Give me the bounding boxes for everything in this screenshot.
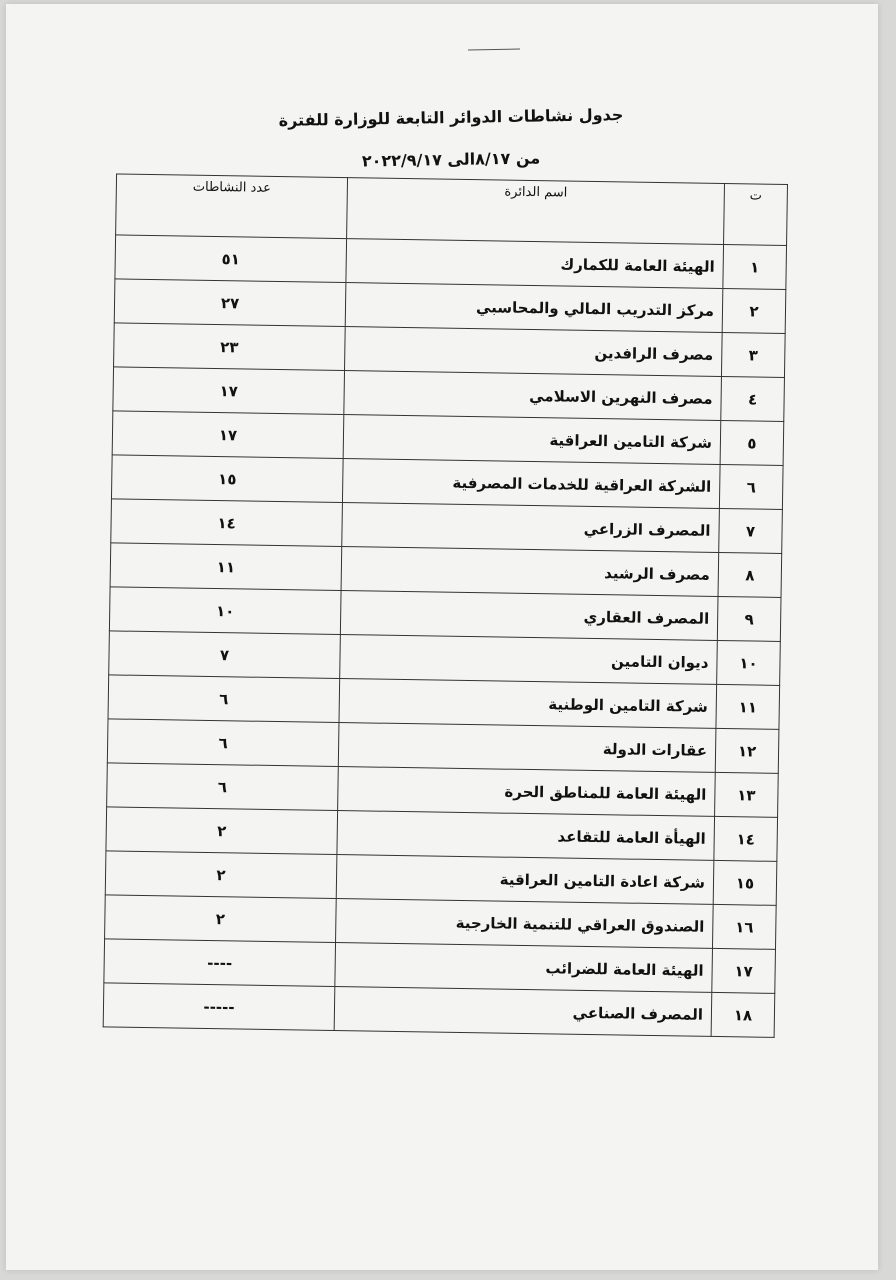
row-activity-count: ٢ [105,851,337,899]
activities-table [103,173,788,1037]
document-title: جدول نشاطات الدوائر التابعة للوزارة للفترة [278,104,624,131]
header-count: عدد النشاطات [116,174,348,239]
header-name: اسم الدائرة [347,178,725,245]
row-number: ١١ [716,684,780,729]
row-number: ٩ [717,596,781,641]
row-activity-count: ١٧ [112,411,344,459]
row-activity-count: ٢ [106,807,338,855]
row-department-name: شركة اعادة التامين العراقية [336,854,714,904]
row-department-name: المصرف العقاري [340,591,718,641]
row-number: ٣ [721,332,785,377]
row-activity-count: ٢ [105,895,337,943]
paper-sheet [6,4,878,1270]
row-number: ١٠ [717,640,781,685]
row-number: ١ [723,244,787,289]
row-activity-count: ١٠ [109,587,341,635]
row-department-name: الهيئة العامة للمناطق الحرة [338,767,716,817]
row-number: ١٤ [714,816,778,861]
row-department-name: الهيأة العامة للتقاعد [337,811,715,861]
row-department-name: الهيئة العامة للكمارك [346,239,724,289]
row-department-name: المصرف الصناعي [334,986,712,1036]
row-department-name: الشركة العراقية للخدمات المصرفية [342,459,720,509]
row-department-name: مصرف الرشيد [341,547,719,597]
row-activity-count: ٢٧ [114,279,346,327]
row-activity-count: ٦ [107,763,339,811]
row-activity-count: ١١ [110,543,342,591]
row-activity-count: ٧ [109,631,341,679]
row-activity-count: ٢٣ [114,323,346,371]
row-department-name: مركز التدريب المالي والمحاسبي [345,283,723,333]
row-number: ١٥ [713,860,777,905]
row-activity-count: ٦ [107,719,339,767]
header-num: ت [724,184,788,246]
row-number: ١٨ [711,992,775,1037]
row-number: ١٣ [715,772,779,817]
row-department-name: شركة التامين العراقية [343,415,721,465]
row-department-name: عقارات الدولة [338,723,716,773]
row-department-name: الصندوق العراقي للتنمية الخارجية [336,898,714,948]
row-number: ١٧ [712,948,776,993]
row-department-name: مصرف النهرين الاسلامي [344,371,722,421]
row-activity-count: ٦ [108,675,340,723]
row-number: ٧ [719,508,783,553]
table-row [103,983,775,1038]
row-activity-count: ---- [104,939,336,987]
row-department-name: الهيئة العامة للضرائب [335,942,713,992]
row-department-name: ديوان التامين [340,635,718,685]
row-number: ٨ [718,552,782,597]
document-subtitle: من ٨/١٧الى ٢٠٢٢/٩/١٧ [361,148,541,171]
row-number: ١٦ [712,904,776,949]
row-activity-count: ٥١ [115,235,347,283]
row-number: ٢ [722,288,786,333]
row-number: ١٢ [715,728,779,773]
row-department-name: المصرف الزراعي [342,503,720,553]
row-activity-count: ----- [103,983,335,1031]
row-number: ٤ [721,376,785,421]
row-number: ٥ [720,420,784,465]
row-number: ٦ [719,464,783,509]
row-activity-count: ١٧ [113,367,345,415]
pen-mark [468,46,520,51]
table-header-row [116,174,788,246]
row-department-name: شركة التامين الوطنية [339,679,717,729]
row-activity-count: ١٤ [111,499,343,547]
row-activity-count: ١٥ [111,455,343,503]
row-department-name: مصرف الرافدين [345,327,723,377]
